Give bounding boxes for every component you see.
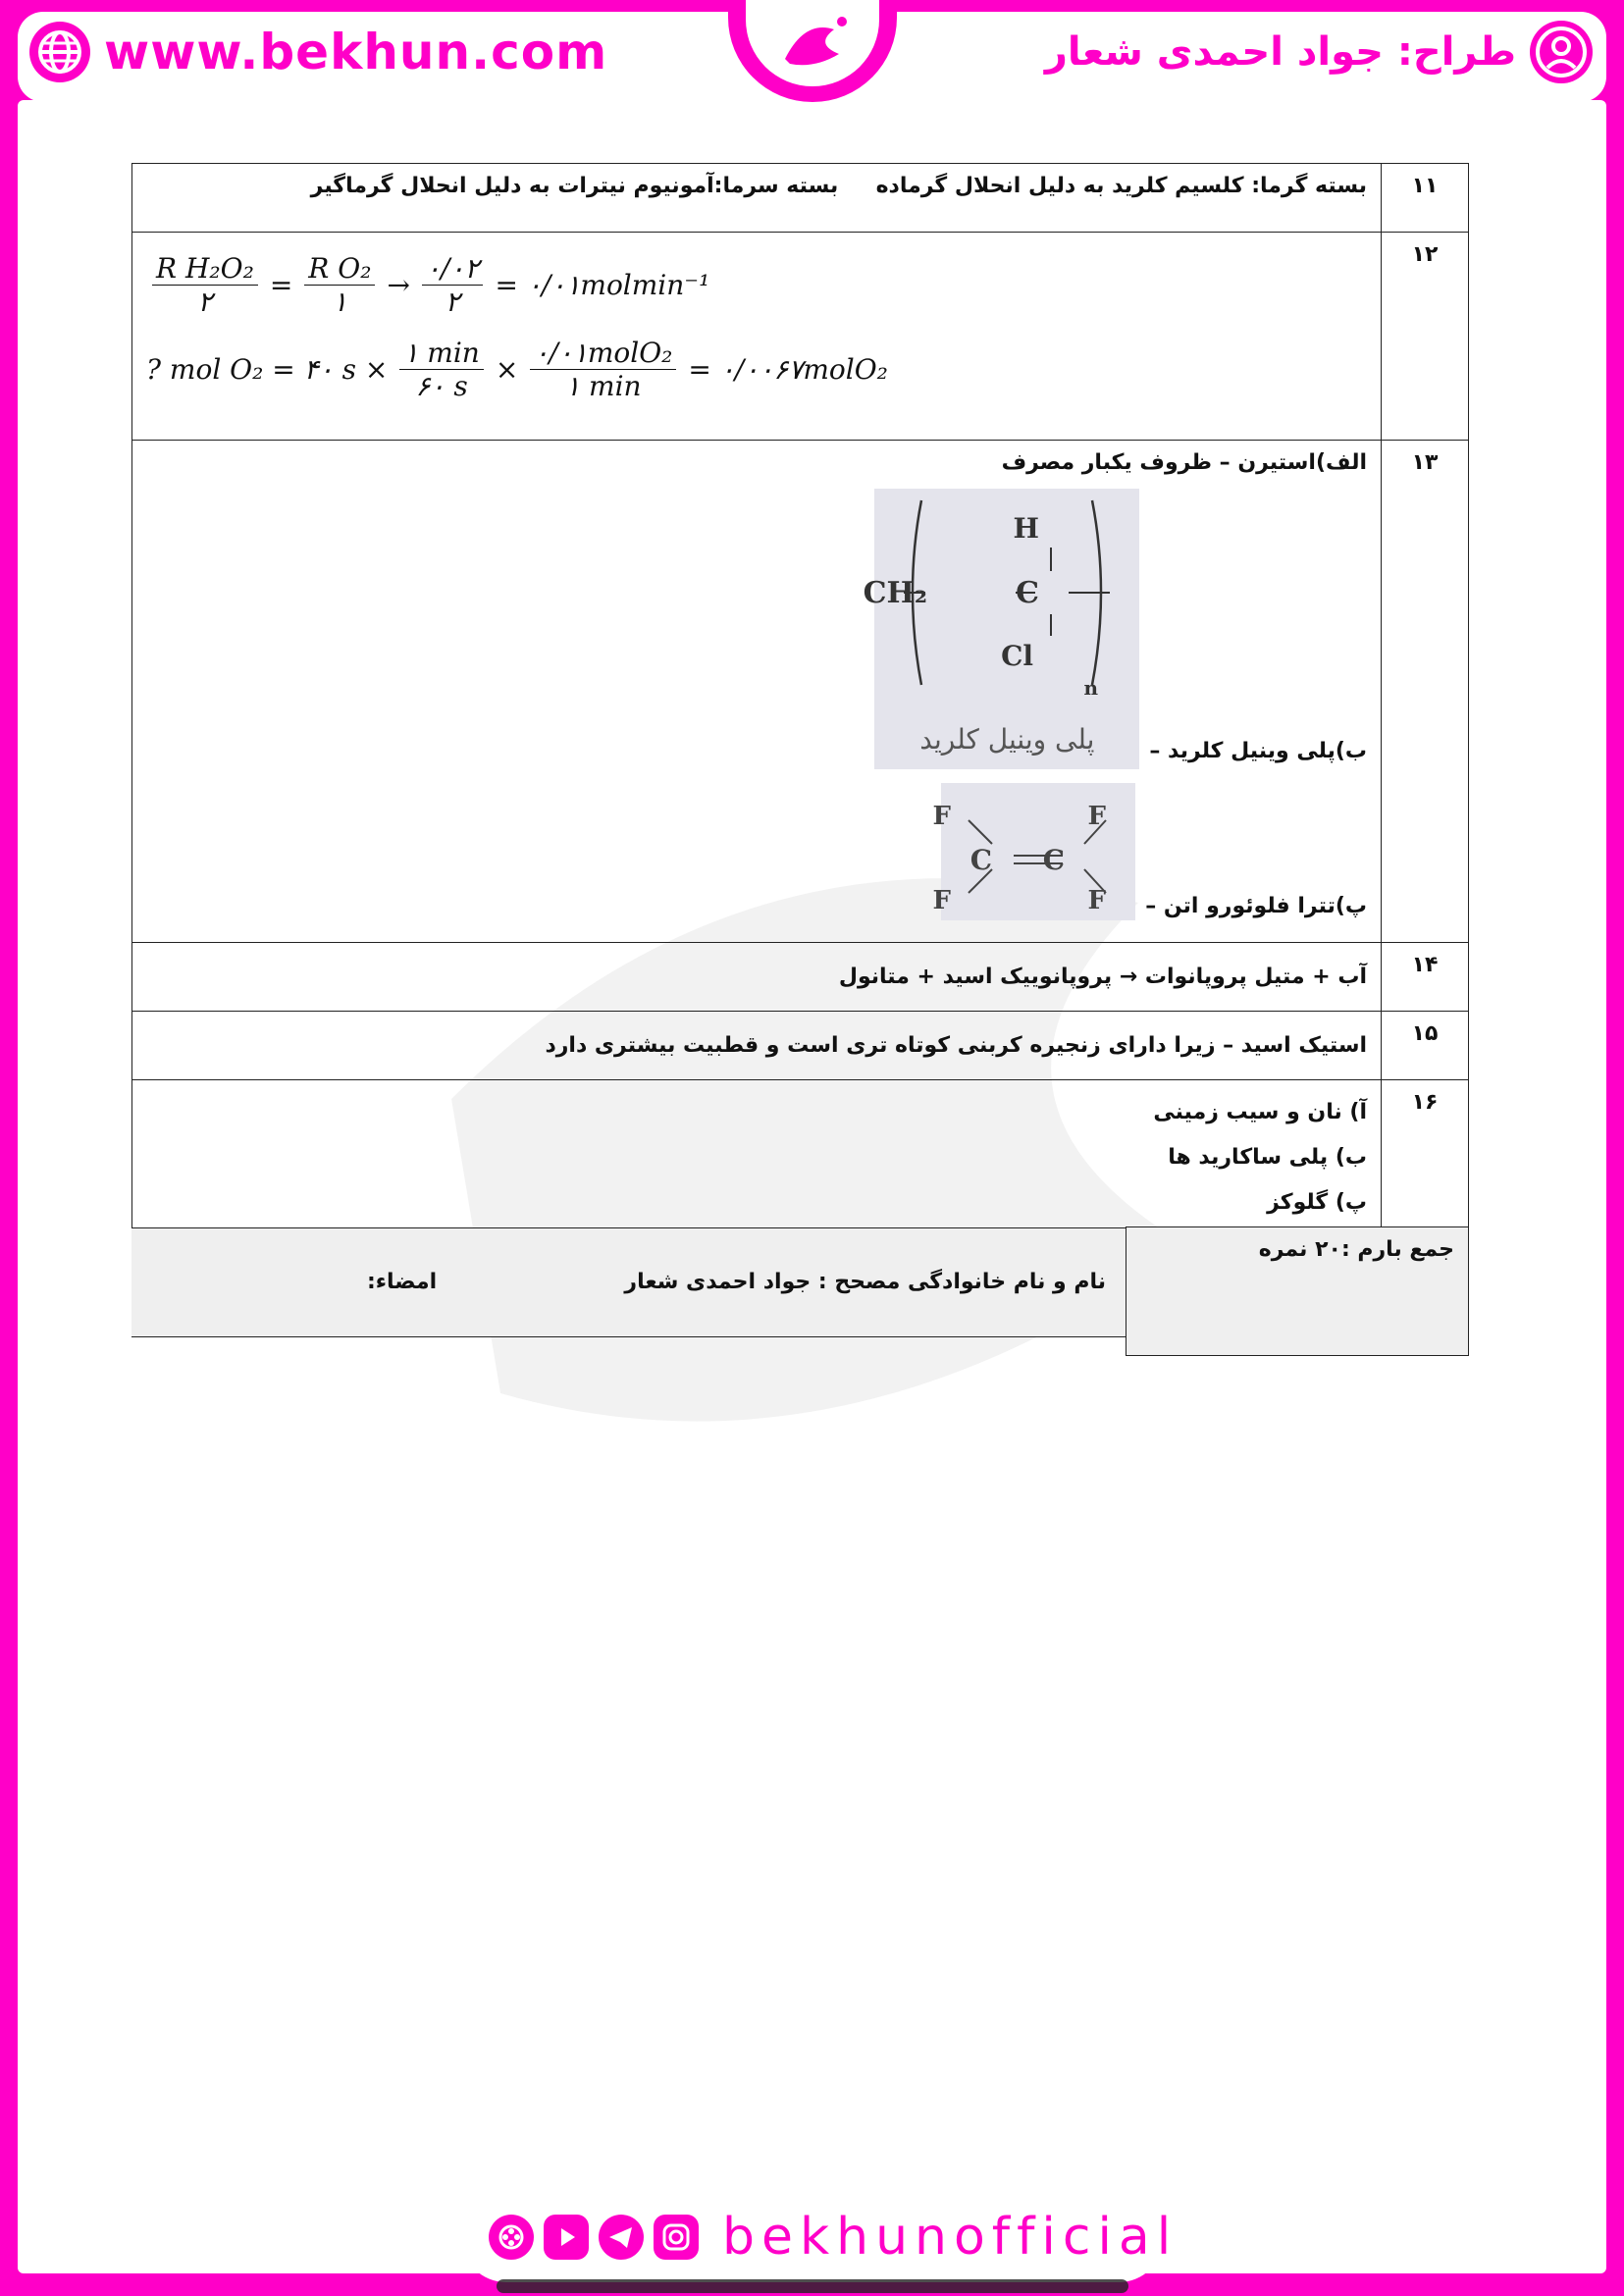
svg-text:C: C bbox=[1016, 576, 1040, 610]
svg-text:n: n bbox=[1083, 676, 1099, 700]
table-row bbox=[132, 1080, 1469, 1236]
list-item: آ) نان و سیب زمینی bbox=[1153, 1100, 1367, 1124]
pvc-caption: پلی وینیل کلرید bbox=[919, 723, 1095, 756]
grader-name: نام و نام خانوادگی مصحح : جواد احمدی شعار bbox=[624, 1270, 1106, 1294]
aparat-icon[interactable] bbox=[489, 2215, 534, 2260]
user-icon bbox=[1530, 21, 1593, 83]
social-links bbox=[489, 2204, 1178, 2270]
total-score: جمع بارم :۲۰ نمره bbox=[1126, 1227, 1469, 1356]
instagram-icon[interactable] bbox=[654, 2215, 699, 2260]
row-number: ۱۲ bbox=[1382, 233, 1469, 441]
tfe-structure bbox=[932, 783, 1135, 920]
svg-text:F: F bbox=[932, 802, 952, 831]
pvc-structure bbox=[864, 489, 1139, 769]
row-number: ۱۱ bbox=[1382, 164, 1469, 233]
youtube-icon[interactable] bbox=[544, 2215, 589, 2260]
list-item: پ) گلوکز bbox=[1267, 1190, 1367, 1215]
answer-c: پ)تترا فلوئورو اتن – bbox=[1145, 894, 1367, 918]
row-number: ۱۵ bbox=[1382, 1012, 1469, 1080]
svg-text:CH₂: CH₂ bbox=[864, 576, 928, 610]
telegram-icon[interactable] bbox=[599, 2215, 644, 2260]
list-item: ب) پلی ساکارید ها bbox=[1168, 1145, 1367, 1170]
svg-text:F: F bbox=[1087, 886, 1107, 915]
svg-text:F: F bbox=[932, 886, 952, 915]
table-row bbox=[132, 164, 1469, 233]
equation-rate: $\frac{\text{R H₂O₂}}{۲}$ = $\frac{\text{R O₂}}{۱}$ → $\frac{۰/۰۲}{۲}$ = ۰/۰۱molmin⁻¹ bbox=[146, 242, 1367, 327]
svg-text:Cl: Cl bbox=[1001, 640, 1034, 672]
signature-label: امضاء: bbox=[367, 1270, 438, 1294]
svg-text:H: H bbox=[1013, 512, 1040, 545]
total-row bbox=[131, 1227, 1469, 1356]
equation-moles: ? mol O₂ = ۴۰ s × $\frac{۱ \min}{۶۰ s}$ × $\frac{\text{۰/۰۱molO₂}}{۱ \min}$ = ۰/۰۰۶۷molO₂ bbox=[146, 336, 888, 402]
site-url: www.bekhun.com bbox=[104, 24, 608, 80]
table-row bbox=[132, 1012, 1469, 1080]
answer-text: بسته گرما: کلسیم کلرید به دلیل انحلال گرماده بسته سرما:آمونیوم نیترات به دلیل انحلال گرماگیر bbox=[132, 164, 1382, 233]
row-number: ۱۴ bbox=[1382, 943, 1469, 1012]
polymer-answers bbox=[132, 441, 1382, 943]
total-table bbox=[131, 1226, 1469, 1356]
grader-info bbox=[131, 1227, 1126, 1337]
row-number: ۱۶ bbox=[1382, 1080, 1469, 1236]
svg-text:C: C bbox=[969, 844, 993, 876]
rate-calculation bbox=[132, 233, 1382, 441]
site-link[interactable] bbox=[29, 20, 607, 84]
answer-b: ب)پلی وینیل کلرید – bbox=[1149, 739, 1367, 763]
designer-name: طراح: جواد احمدی شعار bbox=[1044, 29, 1516, 75]
table-row bbox=[132, 441, 1469, 943]
answer-a: الف)استیرن – ظروف یکبار مصرف bbox=[1001, 450, 1367, 475]
row-number: ۱۳ bbox=[1382, 441, 1469, 943]
globe-icon bbox=[29, 22, 90, 82]
answer-text: آب + متیل پروپانوات → پروپانوییک اسید + متانول bbox=[132, 943, 1382, 1012]
svg-text:F: F bbox=[1087, 802, 1107, 831]
designer-credit bbox=[1045, 20, 1593, 84]
answer-list bbox=[132, 1080, 1382, 1236]
table-row bbox=[132, 233, 1469, 441]
social-handle: bekhunofficial bbox=[722, 2208, 1179, 2267]
answer-text: استیک اسید – زیرا دارای زنجیره کربنی کوتاه تری است و قطبیت بیشتری دارد bbox=[132, 1012, 1382, 1080]
svg-text:C: C bbox=[1042, 844, 1066, 876]
answer-table bbox=[131, 163, 1469, 1236]
footer-shadow bbox=[497, 2279, 1128, 2293]
table-row bbox=[132, 943, 1469, 1012]
